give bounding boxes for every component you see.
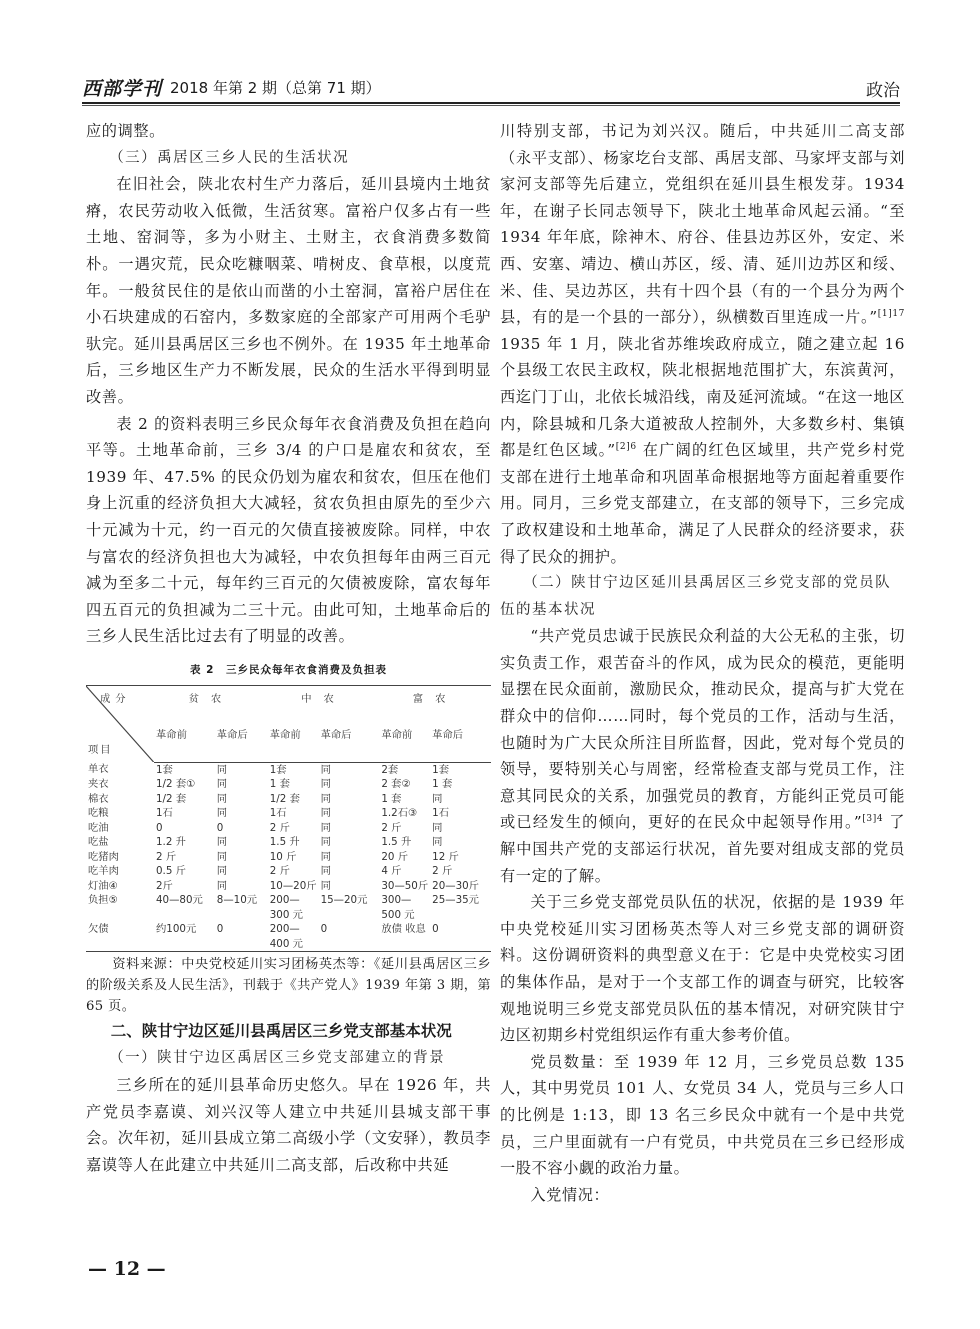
table-cell: 同: [320, 792, 331, 805]
table-cell: 2斤: [156, 879, 173, 892]
page-number: — 12 —: [88, 1258, 166, 1280]
table-cell: 20 斤: [381, 850, 409, 863]
paragraph-text: 1935 年 1 月，陕北省苏维埃政府成立，随之建立起 16 个县级工农民主政权，陕北根据地范围扩大，东滨黄河，西迄门丁山，北依长城沿线，南及延河流域。“在这一地区内，除县城和几条大道被敌人控制外，大多数乡村、集镇都是红色区域。”: [500, 334, 905, 460]
table-cell: 1.2石③: [381, 807, 418, 820]
row-label: 棉衣: [88, 792, 109, 805]
table-cell: 30—50斤: [381, 879, 429, 892]
column-header: 革命后: [430, 712, 491, 763]
table-caption: 表 2 三乡民众每年衣食消费及负担表: [190, 663, 387, 676]
paragraph: 应的调整。: [86, 122, 165, 140]
consumption-table: [86, 685, 491, 953]
table-cell: 4 斤: [381, 865, 402, 878]
paragraph: 关于三乡党支部党员队伍的状况，依据的是 1939 年中央党校延川实习团杨英杰等人对三乡党支部的调研资料。这份调研资料的典型意义在于：它是中央党校实习团的集体作品，是对于一个支部工作的调查与研究，比较客观地说明三乡党支部党员队伍的基本情况，对研究陕甘宁边区初期乡村党组织运作有重大参考价值。: [500, 893, 905, 1045]
table-cell: 1/2 套: [269, 792, 300, 805]
table-cell: 2 斤: [381, 821, 402, 834]
citation: [1]17: [877, 309, 905, 320]
table-cell: 0: [216, 821, 224, 834]
paragraph-text: 了解中国共产党的支部运行状况，首先要对组成支部的党员有一定的了解。: [500, 813, 905, 885]
table-row: [86, 777, 491, 792]
table-cell: 1.5 升: [381, 836, 412, 849]
table-cell: 同: [320, 879, 331, 892]
table-cell: 1 套: [432, 778, 453, 791]
table-cell: 12 斤: [432, 850, 459, 863]
row-label: 欠债: [86, 922, 154, 952]
table-cell: 0: [319, 922, 380, 952]
table-cell: 同: [320, 821, 331, 834]
table-cell: 同: [216, 836, 228, 849]
table-cell: 2 斤: [156, 850, 177, 863]
table-cell: 同: [216, 850, 228, 863]
table-cell: 2 斤: [269, 865, 290, 878]
header-rule: [82, 102, 900, 104]
table-cell: 1.5 升: [269, 836, 300, 849]
table-cell: 同: [216, 778, 228, 791]
subsection-heading: （三）禹居区三乡人民的生活状况: [109, 149, 350, 166]
row-label: 负担⑤: [88, 894, 118, 907]
table-cell: 同: [320, 836, 331, 849]
table-cell: 2 套②: [381, 778, 411, 791]
table-cell: 2 斤: [269, 821, 290, 834]
column-header: 革命前: [154, 712, 215, 763]
table-cell: 1套: [269, 763, 287, 776]
table-cell: 1.2 升: [156, 836, 186, 849]
table-cell: 20—30斤: [432, 879, 479, 892]
row-label: 吃猪肉: [88, 850, 119, 863]
subsection-heading: （二）陕甘宁边区延川县禹居区三乡党支部的党员队伍的基本状况: [500, 575, 892, 618]
row-label: 吃油: [88, 821, 109, 834]
table-cell: 40—80元: [156, 894, 203, 907]
table-cell: 1/2 套: [156, 792, 187, 805]
table-row: [86, 864, 491, 879]
table-cell: 同: [216, 807, 228, 820]
table-row: [86, 922, 491, 952]
table-cell: 同: [216, 792, 228, 805]
section-heading: 二、陕甘宁边区延川县禹居区三乡党支部基本状况: [110, 1022, 452, 1041]
group-header: 富农: [379, 685, 491, 712]
running-header: [82, 74, 900, 100]
row-label: 吃盐: [88, 836, 109, 849]
paragraph: 党员数量：至 1939 年 12 月，三乡党员总数 135 人，其中男党员 101 人、女党员 34 人，党员与三乡人口的比例是 1:13，即 13 名三乡民众中就有一个是中共党员，三户里面就有一户有党员，中共党员在三乡已经形成一股不容小觑的政治力量。: [500, 1052, 905, 1178]
table-row: [86, 879, 491, 894]
corner-label-bottom: 项目: [88, 744, 113, 757]
section-label: 政治: [866, 81, 900, 101]
table-cell: 约100元: [154, 922, 215, 952]
issue-info: 2018 年第 2 期（总第 71 期）: [170, 79, 381, 97]
table-source-note: 资料来源：中央党校延川实习团杨英杰等：《延川县禹居区三乡的阶级关系及人民生活》，刊载于《共产党人》1939 年第 3 期，第 65 页。: [86, 957, 491, 1015]
group-header: 中农: [268, 685, 380, 712]
table-cell: 2 斤: [432, 865, 453, 878]
table-cell: 1 套: [381, 792, 402, 805]
table-cell: 同: [320, 778, 331, 791]
paragraph: [500, 118, 905, 570]
citation: [2]6: [615, 442, 637, 453]
table-corner-header: [86, 685, 154, 762]
table-row: [86, 806, 491, 821]
table-cell: 10—20斤: [269, 879, 317, 892]
right-column: [500, 118, 905, 1208]
paragraph: 在旧社会，陕北农村生产力落后，延川县境内土地贫瘠，农民劳动收入低微，生活贫寒。富裕户仅多占有一些土地、窑洞等，多为小财主、土财主，衣食消费多数简朴。一遇灾荒，民众吃糠咽菜、啃树皮、食草根，以度荒年。一般贫民住的是依山而凿的小土窑洞，富裕户居住在小石块建成的石窑内，多数家庭的全部家产可用两个毛驴驮完。延川县禹居区三乡也不例外。在 1935 年土地革命后，三乡地区生产力不断发展，民众的生活水平得到明显改善。: [86, 175, 491, 406]
corner-label-top: 成分: [100, 692, 131, 705]
table-cell: 0: [215, 922, 268, 952]
table-cell: 1石: [432, 807, 450, 820]
group-header: 贫农: [154, 685, 268, 712]
column-header: 革命后: [215, 712, 268, 763]
table-cell: 1套: [156, 763, 173, 776]
table-cell: 同: [432, 836, 443, 849]
journal-logo: 西部学刊: [82, 78, 163, 100]
subsection-heading: （一）陕甘宁边区禹居区三乡党支部建立的背景: [109, 1050, 446, 1067]
row-label: 夹衣: [88, 778, 109, 791]
table-cell: 200—400 元: [268, 922, 319, 952]
paragraph: 表 2 的资料表明三乡民众每年衣食消费及负担在趋向平等。土地革命前，三乡 3/4 的户口是雇农和贫农，至 1939 年、47.5% 的民众仍划为雇农和贫农，但压在他们身上沉重的经济负担大大减轻，贫农负担由原先的至少六十元减为十元，约一百元的欠债直接被废除。同样，中农与富农的经济负担也大为减轻，中农负担每年由两三百元减为至多二十元，每年约三百元的欠债被废除，富农每年四五百元的负担减为二三十元。由此可知，土地革命后的三乡人民生活比过去有了明显的改善。: [86, 414, 491, 646]
table-cell: 25—35元: [432, 894, 479, 907]
paragraph: [500, 623, 905, 889]
table-cell: 同: [216, 879, 228, 892]
table-row: [86, 835, 491, 850]
header-rule-thin: [82, 105, 900, 106]
table-cell: 同: [216, 865, 228, 878]
table-row: [86, 893, 491, 922]
paragraph-text: 在广阔的红色区域里，共产党乡村党支部在进行土地革命和巩固革命根据地等方面起着重要作用。同月，三乡党支部建立，在支部的领导下，三乡完成了政权建设和土地革命，满足了人民群众的经济要求，获得了民众的拥护。: [500, 441, 906, 566]
column-header: 革命后: [319, 712, 380, 763]
table-row: [86, 792, 491, 807]
table-cell: 同: [432, 821, 443, 834]
table-cell: 放债 收息: [379, 922, 430, 952]
paragraph: 入党情况：: [530, 1185, 610, 1204]
table-row: [86, 850, 491, 865]
table-cell: 同: [320, 763, 331, 776]
row-label: 吃羊肉: [88, 865, 119, 878]
table-row: [86, 762, 491, 777]
table-cell: 同: [320, 807, 331, 820]
paragraph-text: “共产党员忠诚于民族民众利益的大公无私的主张，切实负责工作，艰苦奋斗的作风，成为民众的模范，更能明显摆在民众面前，激励民众，推动民众，提高与扩大党在群众中的信仰……同时，每个党员的工作，活动与生活，也随时为广大民众所注目所监督，因此，党对每个党员的领导，要特别关心与周密，经常检查支部与党员工作，注意其同民众的关系，加强党员的教育，方能纠正党员可能或已经发生的倾向，更好的在民众中起领导作用。”: [500, 627, 905, 832]
paragraph: 三乡所在的延川县革命历史悠久。早在 1926 年，共产党员李嘉谟、刘兴汉等人建立中共延川县城支部干事会。次年初，延川县成立第二高级小学（文安驿），教员李嘉谟等人在此建立中共延川二高支部，后改称中共延: [86, 1075, 491, 1174]
left-column: [86, 118, 491, 1178]
table-cell: 1套: [432, 763, 450, 776]
table-cell: 同: [216, 763, 228, 776]
table-cell: 同: [432, 792, 443, 805]
row-label: 吃粮: [88, 807, 109, 820]
table-cell: 1石: [156, 807, 173, 820]
paragraph-text: 川特别支部，书记为刘兴汉。随后，中共延川二高支部（永平支部）、杨家圪台支部、禹居支部、马家坪支部与刘家河支部等先后建立，党组织在延川县生根发芽。1934 年，在谢子长同志领导下，陕北土地革命风起云涌。“至 1934 年年底，除神木、府谷、佳县边苏区外，安定、米西、安塞、靖边、横山苏区，绥、清、延川边苏区和绥、米、佳、吴边苏区，共有十四个县（有的一个县分为两个县，有的是一个县的一部分），纵横数百里连成一片。”: [500, 122, 905, 327]
table-cell: 0: [156, 821, 163, 834]
table-cell: 10 斤: [269, 850, 297, 863]
table-cell: 300—500 元: [381, 894, 415, 921]
table-cell: 1石: [269, 807, 287, 820]
table-cell: 1 套: [269, 778, 290, 791]
table-cell: 0.5 斤: [156, 865, 186, 878]
column-header: 革命前: [268, 712, 319, 763]
table-cell: 同: [320, 865, 331, 878]
table-cell: 15—20元: [320, 894, 368, 907]
table-cell: 2套: [381, 763, 399, 776]
row-label: 单衣: [88, 763, 109, 776]
table-cell: 0: [430, 922, 491, 952]
column-header: 革命前: [379, 712, 430, 763]
citation: [3]4: [862, 814, 884, 825]
table-row: [86, 821, 491, 836]
table-cell: 1/2 套①: [156, 778, 196, 791]
table-cell: 200—300 元: [269, 894, 303, 921]
row-label: 灯油④: [88, 879, 118, 892]
table-cell: 同: [320, 850, 331, 863]
table-cell: 8—10元: [216, 894, 258, 907]
